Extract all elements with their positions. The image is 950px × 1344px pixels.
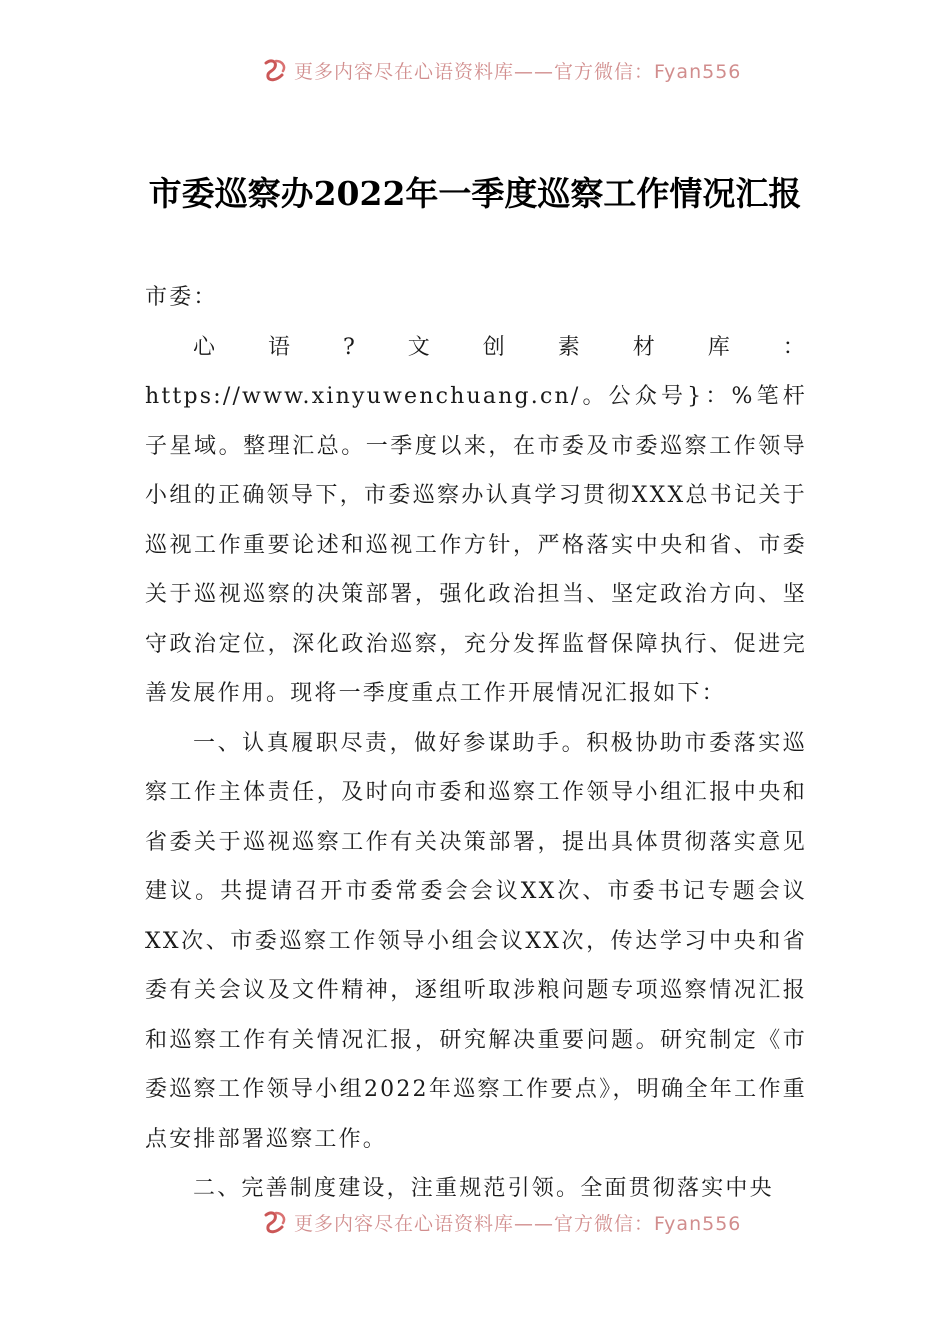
document-title: 市委巡察办2022年一季度巡察工作情况汇报 xyxy=(148,174,802,213)
logo-icon xyxy=(262,1209,288,1235)
watermark-text: 更多内容尽在心语资料库——官方微信：Fyan556 xyxy=(294,1212,742,1235)
paragraph-section-2: 二、完善制度建设，注重规范引领。全面贯彻落实中央 xyxy=(193,1176,774,1201)
watermark-text: 更多内容尽在心语资料库——官方微信：Fyan556 xyxy=(294,60,742,83)
watermark-header xyxy=(262,56,741,84)
document-body xyxy=(145,273,807,1214)
salutation: 市委： xyxy=(145,285,218,310)
watermark-footer xyxy=(262,1208,741,1236)
logo-icon xyxy=(262,57,288,83)
paragraph-section-1: 一、认真履职尽责，做好参谋助手。积极协助市委落实巡察工作主体责任，及时向市委和巡察工作领导小组汇报中央和省委关于巡视巡察工作有关决策部署，提出具体贯彻落实意见建议。共提请召开市委常委会会议XX次、市委书记专题会议XX次、市委巡察工作领导小组会议XX次，传达学习中央和省委有关会议及文件精神，逐组听取涉粮问题专项巡察情况汇报和巡察工作有关情况汇报，研究解决重要问题。研究制定《市委巡察工作领导小组2022年巡察工作要点》，明确全年工作重点安排部署巡察工作。 xyxy=(145,730,807,1152)
paragraph-intro: 心语?文创素材库：https://www.xinyuwenchuang.cn/。公众号}：%笔杆子星域。整理汇总。一季度以来，在市委及市委巡察工作领导小组的正确领导下，市委巡察办认真学习贯彻XXX总书记关于巡视工作重要论述和巡视工作方针，严格落实中央和省、市委关于巡视巡察的决策部署，强化政治担当、坚定政治方向、坚守政治定位，深化政治巡察，充分发挥监督保障执行、促进完善发展作用。现将一季度重点工作开展情况汇报如下： xyxy=(145,334,807,706)
